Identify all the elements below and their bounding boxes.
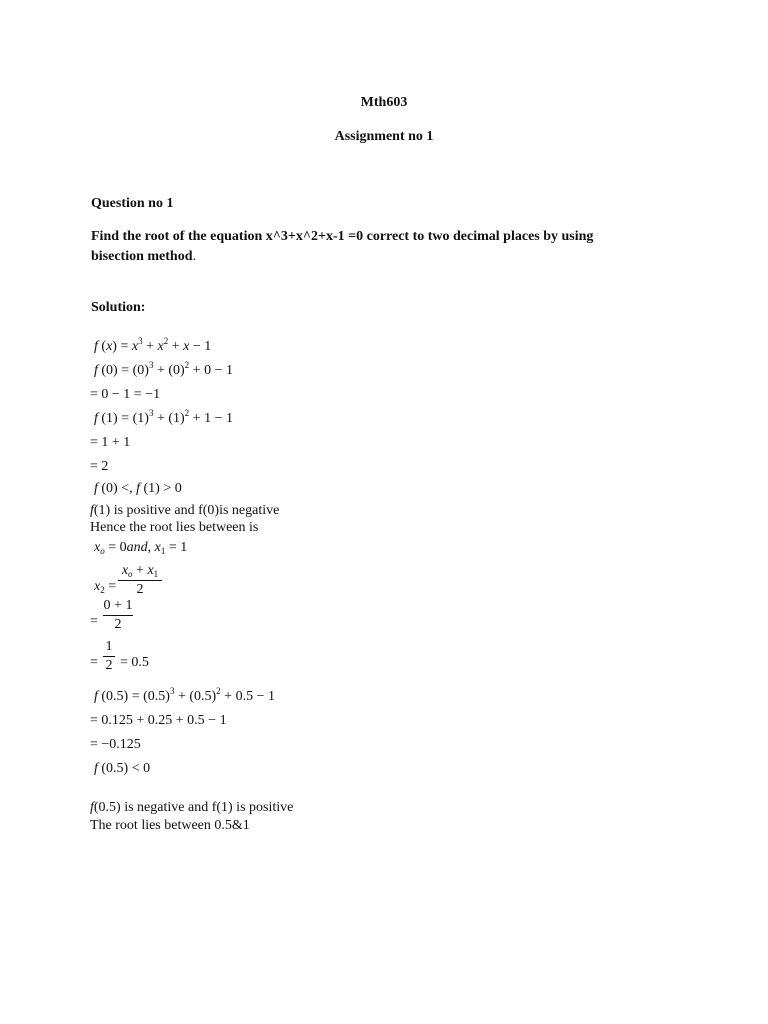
equation-half-result: = 0.5 [120,655,149,670]
equation-f05-step: = 0.125 + 0.25 + 0.5 − 1 [90,713,227,728]
question-text-line2-bold: bisection method [91,249,193,264]
equation-half-eq: = [90,655,98,670]
course-title: Mth603 [360,95,408,110]
text-root-between: The root lies between 0.5&1 [90,818,250,833]
equation-f05: f $(0.5) = (0.5)^3 + (0.5)^2 + 0.5 - 1$ [94,686,275,704]
assignment-title: Assignment no 1 [334,129,434,144]
equation-x0-x1: $x_o = 0and$, $x_1 = 1$ [94,540,188,556]
equation-step-eq: = [90,614,98,629]
fraction-x2-denominator: 2 [136,582,144,597]
equation-f0: f $(0) = (0)^3 + (0)^2 + 0 - 1$ [94,360,233,378]
fraction-x2-numerator: $x_o + x_1$ [121,563,159,579]
text-f1-positive-rest: (1) is positive and f(0)is negative [93,503,280,518]
text-hence-root: Hence the root lies between is [90,520,259,535]
text-f1-positive-prefix: f [90,503,94,518]
fraction-x2 [118,563,162,598]
text-f1-positive [90,503,279,519]
fraction-sum-numerator: 0 + 1 [103,598,133,613]
fraction-half-numerator: 1 [105,639,113,654]
equation-f1-step: = 1 + 1 [90,435,131,450]
fraction-sum-denominator: 2 [114,617,122,632]
text-f05-negative [90,800,293,816]
fraction-sum [103,598,133,633]
fraction-half-denominator: 2 [105,658,113,673]
text-f05-negative-rest: (0.5) is negative and f(1) is positive [93,800,294,815]
equation-f0-result: = 0 − 1 = −1 [90,387,161,402]
equation-f05-sign: f (0.5) < 0 [94,761,151,776]
equation-f1: f $(1) = (1)^3 + (1)^2 + 1 - 1$ [94,408,233,426]
fraction-half [103,639,115,674]
question-period: . [192,249,196,264]
equation-f05-result: = −0.125 [90,737,141,752]
question-text-line1: Find the root of the equation x^3+x^2+x-1 =0 correct to two decimal places by using [91,229,594,244]
fraction-x2-bar [118,580,162,581]
fraction-sum-bar [103,615,133,616]
solution-label: Solution: [91,300,146,315]
question-label: Question no 1 [91,196,174,211]
equation-f1-result: = 2 [90,459,109,474]
equation-x2-lhs: $x_2$ = [94,579,117,595]
question-text-line2 [91,247,196,265]
equation-fx: f $(x) = x^3 + x^2 + x - 1$ [94,336,212,354]
fraction-half-bar [103,656,115,657]
text-f05-negative-prefix: f [90,800,94,815]
equation-sign-compare: f (0) <, f (1) > 0 [94,481,182,496]
